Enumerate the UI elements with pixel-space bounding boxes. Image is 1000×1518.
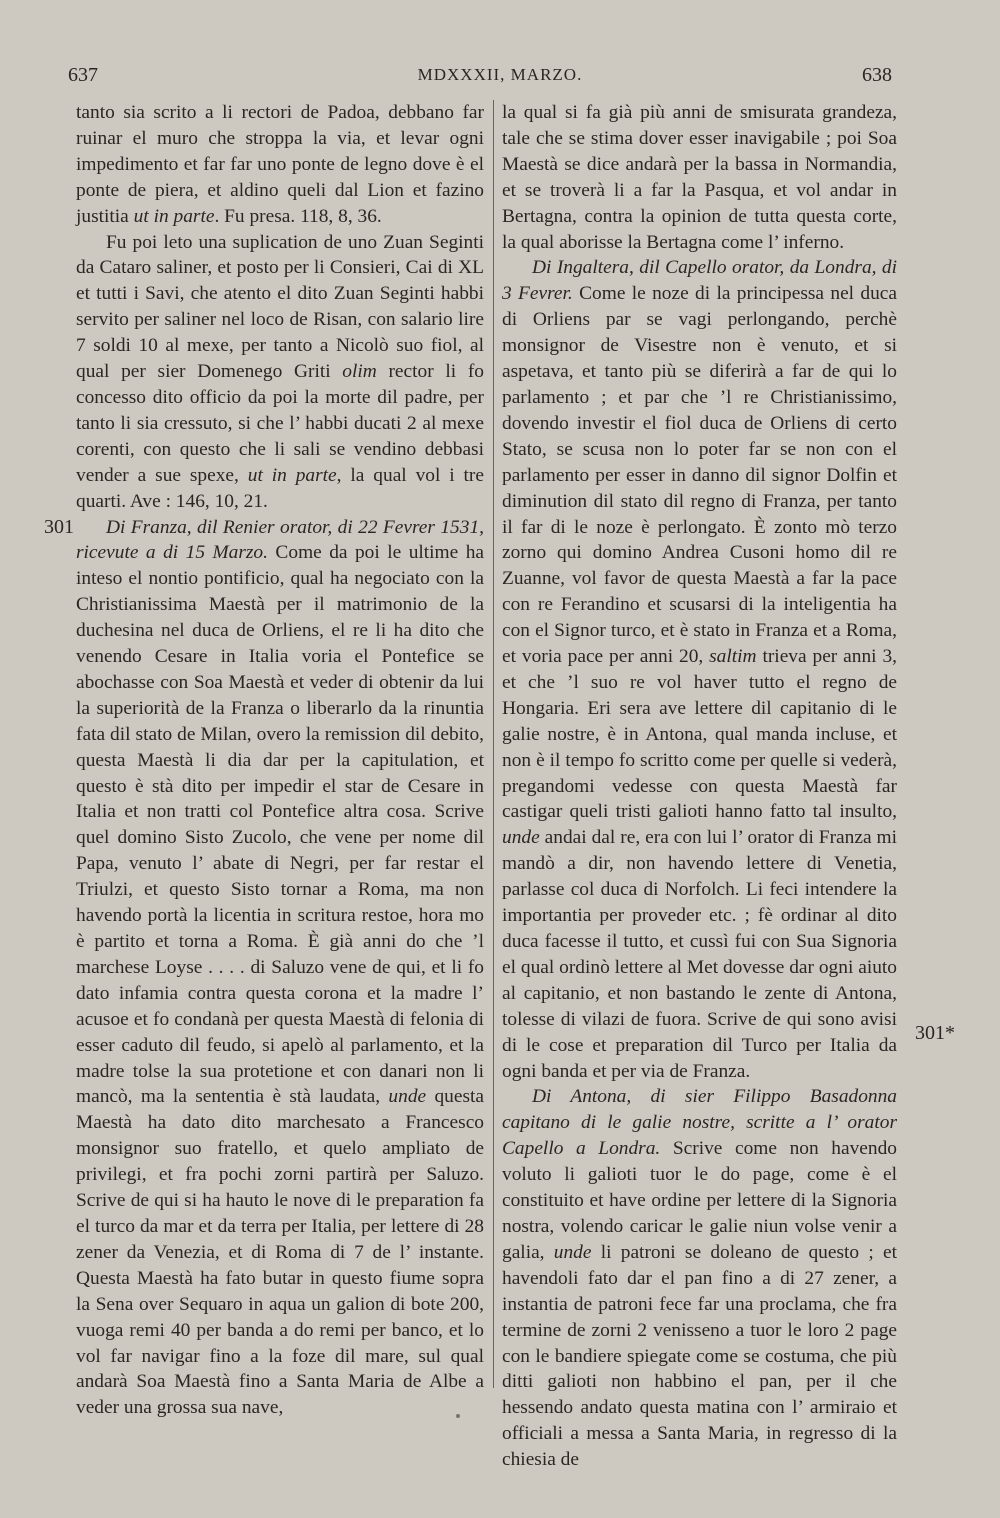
text-run: questa Maestà ha dato dito marchesato a Francesco monsignor suo fratello, et quelo ampliato de privilegi, et fra pochi zorni partirà per Saluzo. Scrive de qui si ha hauto le nove di le preparation fa el turco da mar et da terra per Italia, per lettere di 28 zener da Venezia, et di Roma di 7 de l’ instante. Questa Maestà ha fato butar in questo fiume sopra la Sena over Sequaro in aqua un galion di bote 200, vuoga remi 40 per banda a do remi per banco, et lo vol far navigar fino a la foze dil mare, sul qual andarà Soa Maestà fino a Santa Maria de Albe a veder una grossa sua nave, [76,1086,484,1419]
paragraph [502,1084,897,1473]
paragraph [502,100,897,255]
text-run: Scrive come non havendo voluto li galioti tuor le do page, come è el constituito et have ordine per lettere di la Signoria nostra, volendo caricar le galie niun volse venir a galia, [502,1138,897,1263]
paragraph [76,100,484,230]
text-run: la qual si fa già più anni de smisurata grandeza, tale che se stima dover esser inavigabile ; poi Soa Maestà se dice andarà per la bassa in Normandia, et se troverà li a far la Pasqua, et vol andar in Bertagna, contra la opinion de tutta questa corte, la qual aborisse la Bertagna come l’ inferno. [502,102,897,253]
ink-speck [456,1414,460,1418]
text-run: Fu poi leto una suplication de uno Zuan Seginti da Cataro saliner, et posto per li Consieri, Cai di XL et tutti i Savi, che atento el dito Zuan Seginti habbi servito per saliner nel loco de Risan, con salario lire 7 soldi 10 al mexe, per tanto a Nicolò suo fiol, al qual per sier Domenego Griti [76,231,484,383]
margin-note-left: 301 [44,516,74,538]
text-run: trieva per anni 3, et che ’l suo re vol haver tutto el regno de Hongaria. Eri sera ave lettere dil capitanio di le galie nostre, è in Antona, qual manda incluse, et non è il tempo fo scritto come per quelle si vederà, pregandomi vedesse con questa Maestà far castigar queli tristi galioti hanno fatto tal insulto, [502,646,897,823]
italic-run: Di Ingaltera, dil Capello orator, da Londra, di 3 Fevrer. [502,257,897,305]
italic-run: Di Antona, di sier Filippo Basadonna capitano di le galie nostre, scritte a l’ orator Capello a Londra. [502,1086,897,1160]
italic-run: unde [388,1086,427,1108]
italic-run: Di Franza, dil Renier orator, di 22 Fevrer 1531, ricevute a di 15 Marzo. [76,516,484,564]
right-column [502,100,897,1473]
italic-run: ut in parte [247,464,337,486]
italic-run: unde [553,1241,592,1263]
paragraph [76,230,484,515]
italic-run: ut in parte [133,205,215,227]
page-number-left: 637 [68,64,98,86]
italic-run: unde [502,827,540,849]
paragraph [502,255,897,1084]
italic-run: olim [342,361,377,383]
text-run: li patroni se doleano de questo ; et havendoli fato dar el pan fino a di 27 zener, a instantia de patroni fece far una proclama, che fra termine de zorni 2 venisseno a tuor le loro 2 page con le bandiere spiegate come se costuma, che più ditti galioti non habbino el pan, per il che hessendo andato questa matina con l’ armiraio et officiali a messa a Santa Maria, in regresso di la chiesia de [502,1241,897,1471]
margin-note-right: 301* [915,1022,955,1044]
paragraph [76,515,484,1422]
italic-run: saltim [709,646,757,668]
text-run: rector li fo concesso dito officio da poi la morte dil padre, per tanto li sia cressuto, si che l’ habbi ducati 2 al mexe corenti, con questo che li sali se vendino debbasi vender a sue spexe, [76,361,484,486]
text-run: , la qual vol i tre quarti. Ave : 146, 10, 21. [76,464,484,512]
page-number-right: 638 [862,64,892,86]
text-run: andai dal re, era con lui l’ orator di Franza mi mandò a dir, non havendo lettere di Venetia, parlasse col duca di Norfolch. Li feci intendere la importantia per proveder etc. ; fè ordinar al dito duca facesse il tutto, et cussì fui con Sua Signoria el qual ordinò lettere al Met dovesse dar ogni aiuto al capitanio, et non bastando le zente di Antona, tolesse di vilazi de fuora. Scrive de qui sono avisi di le cose et preparation dil Turco per Italia da ogni banda et per via de Franza. [502,827,897,1082]
text-run: . Fu presa. 118, 8, 36. [214,205,382,227]
column-divider [493,100,494,1388]
text-run: Come le noze di la principessa nel duca di Orliens par se vagi perlongando, perchè monsignor de Visestre non è venuto, et si aspetava, et tanto più se diferirà a far de qui lo parlamento ; et par che ’l re Christianissimo, dovendo investir el fiol duca de Orliens di certo Stato, se scusa non lo poter far se non con el parlamento per esser in danno dil signor Dolfin et diminution dil stato dil regno di Franza, per tanto il far di le noze è perlongato. È zonto mò terzo zorno qui domino Andrea Cusoni homo dil re Zuanne, vol favor de questa Maestà a far la pace con re Ferandino et scusarsi di la inteligentia ha con el Signor turco, et è stato in Franza et a Roma, et voria pace per anni 20, [502,283,898,668]
text-run: tanto sia scrito a li rectori de Padoa, debbano far ruinar el muro che stroppa la via, et levar ogni impedimento et far far uno ponte de legno dove è el ponte de piera, et aldino queli dal Lion et fazino justitia [76,102,484,227]
text-run: Come da poi le ultime ha inteso el nontio pontificio, qual ha negociato con la Christianissima Maestà per il matrimonio de la duchesina nel duca de Orliens, el re li ha dito che venendo Cesare in Italia voria el Pontefice se abochasse con Soa Maestà et veder di obtenir da lui la superiorità de la Franza o liberarlo da la rinuntia fata dil stato de Milan, overo la remission dil debito, questa Maestà li dia dar per la capitulation, et questo è stà dito per impedir el star de Cesare in Italia et non tratti col Pontefice altra cosa. Scrive quel domino Sisto Zucolo, che vene per nome dil Papa, venuto l’ abate di Negri, per far restar el Triulzi, et questo Sisto tornar a Roma, ma non havendo portà la licentia in scritura restoe, hora mo è partito et torna a Roma. È già anni do che ’l marchese Loyse . . . . di Saluzo vene de qui, et li fo dato infamia contra questa corona et la madre l’ acusoe et fo condanà per questa Maestà di felonia di esser caduto dil feudo, si apelò al parlamento, et la madre tolse la sua protetione et con danari non li mancò, ma la sententia è stà laudata, [76,542,485,1108]
left-column [76,100,484,1421]
running-title: MDXXXII, MARZO. [417,65,583,84]
